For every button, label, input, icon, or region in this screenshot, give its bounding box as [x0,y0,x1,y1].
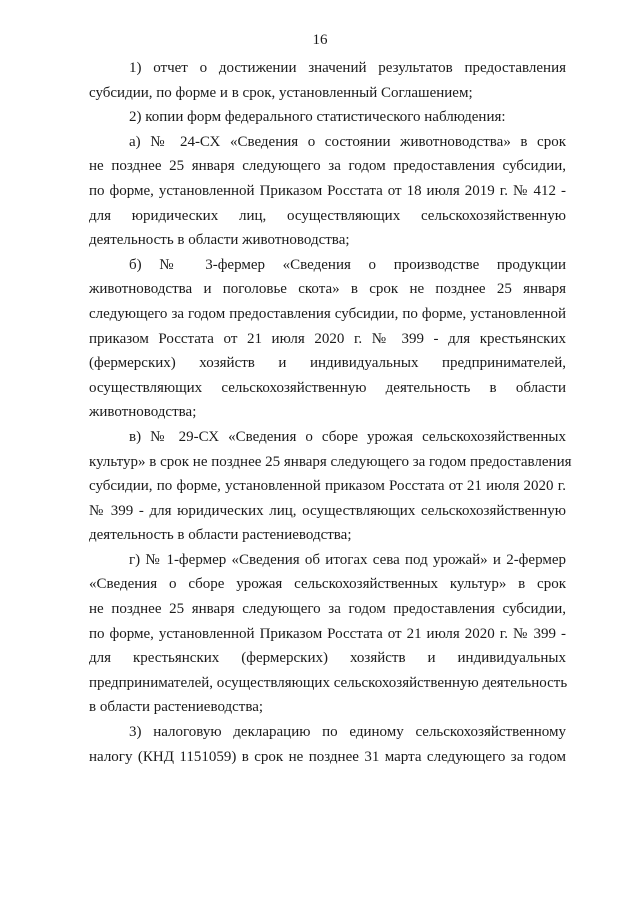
paragraph-form-29-sh [89,425,572,548]
text-line: культур» в срок не позднее 25 января следующего за годом предоставления [89,453,572,470]
text-line: налогу (КНД 1151059) в срок не позднее 31 марта следующего за годом [89,748,566,765]
text-line: 3) налоговую декларацию по единому сельскохозяйственному [129,724,566,741]
text-line: деятельность в области растениеводства; [89,527,352,544]
paragraph-form-1-fermer [89,548,566,720]
text-line: субсидии, по форме и в срок, установленный Соглашением; [89,84,473,101]
paragraph-form-24-sh [89,130,566,253]
text-line: в области растениеводства; [89,699,264,716]
text-line: для юридических лиц, осуществляющих сельскохозяйственную [89,207,566,224]
text-line: по форме, установленной Приказом Росстата от 18 июля 2019 г. № 412 - [89,182,566,199]
text-line: в) № 29-СХ «Сведения о сборе урожая сельскохозяйственных [129,428,566,445]
text-line: не позднее 25 января следующего за годом предоставления субсидии, [89,158,566,175]
page-number: 16 [312,32,328,48]
paragraph-tax-declaration [89,720,566,769]
text-line: для крестьянских (фермерских) хозяйств и индивидуальных [89,650,566,667]
document-body [89,56,572,769]
text-line: деятельность в области животноводства; [89,232,350,249]
text-line: (фермерских) хозяйств и индивидуальных предпринимателей, [89,355,566,372]
text-line: 2) копии форм федерального статистического наблюдения: [129,109,506,126]
text-line: а) № 24-СХ «Сведения о состоянии животноводства» в срок [129,133,566,150]
text-line: приказом Росстата от 21 июля 2020 г. № 399 - для крестьянских [89,330,566,347]
text-line: по форме, установленной Приказом Росстата от 21 июля 2020 г. № 399 - [89,625,566,642]
text-line: предпринимателей, осуществляющих сельскохозяйственную деятельность [89,674,568,691]
text-line: «Сведения о сборе урожая сельскохозяйственных культур» в срок [89,576,566,593]
paragraph-form-3-fermer [89,253,566,425]
text-line: № 399 - для юридических лиц, осуществляющих сельскохозяйственную [89,502,566,519]
text-line: б) № 3-фермер «Сведения о производстве продукции [129,256,566,273]
paragraph-report [89,56,566,105]
text-line: не позднее 25 января следующего за годом предоставления субсидии, [89,601,566,618]
text-line: г) № 1-фермер «Сведения об итогах сева под урожай» и 2-фермер [129,551,566,568]
text-line: 1) отчет о достижении значений результатов предоставления [129,60,566,76]
text-line: животноводства; [89,404,197,421]
text-line: субсидии, по форме, установленной приказом Росстата от 21 июля 2020 г. [89,478,566,495]
paragraph-statistical-forms [89,105,566,130]
text-line: осуществляющих сельскохозяйственную деятельность в области [89,379,566,396]
text-line: животноводства и поголовье скота» в срок не позднее 25 января [89,281,566,298]
text-line: следующего за годом предоставления субсидии, по форме, установленной [89,305,566,322]
